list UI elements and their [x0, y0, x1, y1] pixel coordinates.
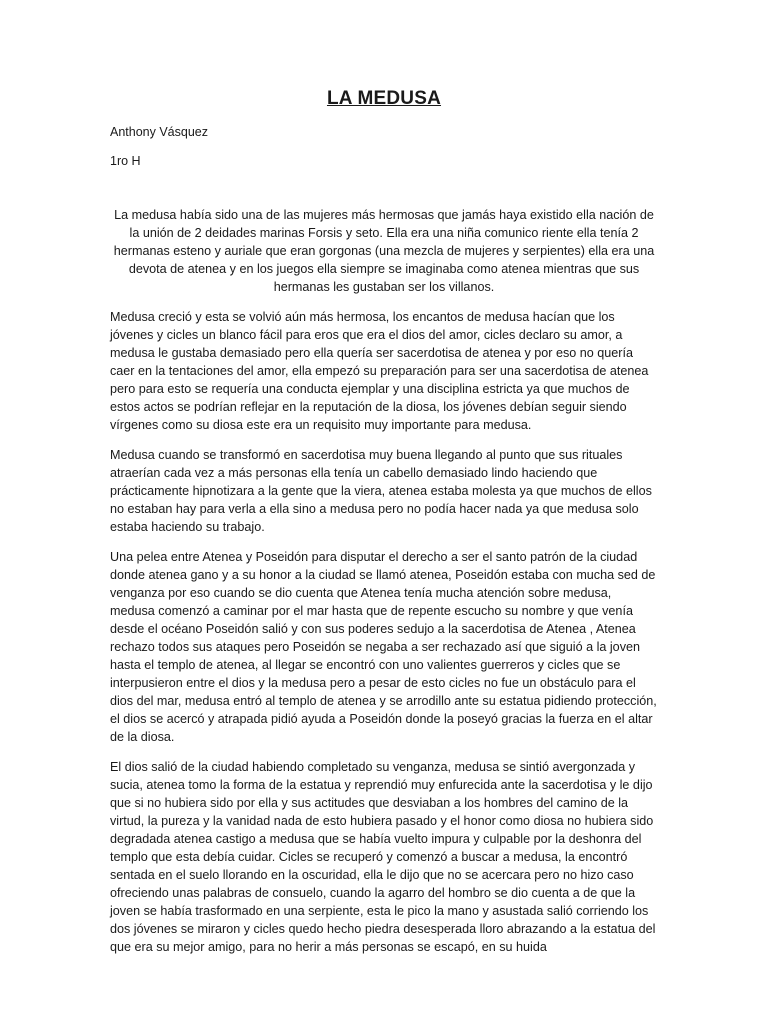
paragraph-4: Una pelea entre Atenea y Poseidón para disputar el derecho a ser el santo patrón de la ciudad donde atenea gano y a su honor a la ciudad se llamó atenea, Poseidón estaba con mucha sed de venganza por eso cuando se dio cuenta que Atenea tenía mucha atención sobre medusa, medusa comenzó a caminar por el mar hasta que de repente escucho su nombre y que venía desde el océano Poseidón salió y con sus poderes sedujo a la sacerdotisa de Atenea , Atenea rechazo todos sus ataques pero Poseidón se negaba a ser rechazado así que siguió a la joven hasta el templo de atenea, al llegar se encontró con uno valientes guerreros y cicles que se interpusieron entre el dios y la medusa pero a pesar de esto cicles no fue un obstáculo para el dios del mar, medusa entró al templo de atenea y se arrodillo ante su estatua pidiendo protección, el dios se acercó y atrapada pidió ayuda a Poseidón donde la poseyó gracias la fuerza en el altar de la diosa. [110, 550, 657, 744]
paragraph-5: El dios salió de la ciudad habiendo completado su venganza, medusa se sintió avergonzada y sucia, atenea tomo la forma de la estatua y reprendió muy enfurecida ante la sacerdotisa y le dijo que si no hubiera sido por ella y sus actitudes que desviaban a los hombres del camino de la virtud, la pureza y la vanidad nada de esto hubiera pasado y el honor como diosa no hubiera sido degradada atenea castigo a medusa que se había vuelto impura y culpable por la deshonra del templo que esta debía cuidar. Cicles se recuperó y comenzó a buscar a medusa, la encontró sentada en el suelo llorando en la oscuridad, ella le dijo que no se acercara pero no hizo caso ofreciendo unas palabras de consuelo, cuando la agarro del hombro se dio cuenta a de que la joven se había trasformado en una serpiente, esta le pico la mano y asustada salió corriendo los dos jóvenes se miraron y cicles quedo hecho piedra desesperada lloro abrazando a la estatua del que era su mejor amigo, para no herir a más personas se escapó, en su huida [110, 760, 656, 954]
document-title: LA MEDUSA [326, 88, 442, 109]
paragraph-3: Medusa cuando se transformó en sacerdotisa muy buena llegando al punto que sus rituales atraerían cada vez a más personas ella tenía un cabello demasiado lindo haciendo que prácticamente hipnotizara a la gente que la viera, atenea estaba molesta ya que muchos de ellos no estaban hay para verla a ella sino a medusa pero no podía hacer nada ya que medusa solo estaba haciendo su trabajo. [110, 448, 652, 534]
grade-label: 1ro H [110, 154, 141, 168]
document-body [110, 206, 658, 968]
author-name: Anthony Vásquez [110, 125, 208, 139]
paragraph-2: Medusa creció y esta se volvió aún más hermosa, los encantos de medusa hacían que los jóvenes y cicles un blanco fácil para eros que era el dios del amor, cicles declaro su amor, a medusa le gustaba demasiado pero ella quería ser sacerdotisa de atenea y por eso no quería caer en la tentaciones del amor, ella empezó su preparación para ser una sacerdotisa de atenea pero para esto se requería una conducta ejemplar y una disciplina estricta ya que muchos de estos actos se podrían reflejar en la reputación de la diosa, los jóvenes debían seguir siendo vírgenes como su diosa este era un requisito muy importante para medusa. [110, 310, 649, 432]
paragraph-1: La medusa había sido una de las mujeres más hermosas que jamás haya existido ella nación de la unión de 2 deidades marinas Forsis y seto. Ella era una niña comunico riente ella tenía 2 hermanas esteno y auriale que eran gorgonas (una mezcla de mujeres y serpientes) ella era una devota de atenea y en los juegos ella siempre se imaginaba como atenea mientras que sus hermanas les gustaban ser los villanos. [113, 208, 655, 294]
